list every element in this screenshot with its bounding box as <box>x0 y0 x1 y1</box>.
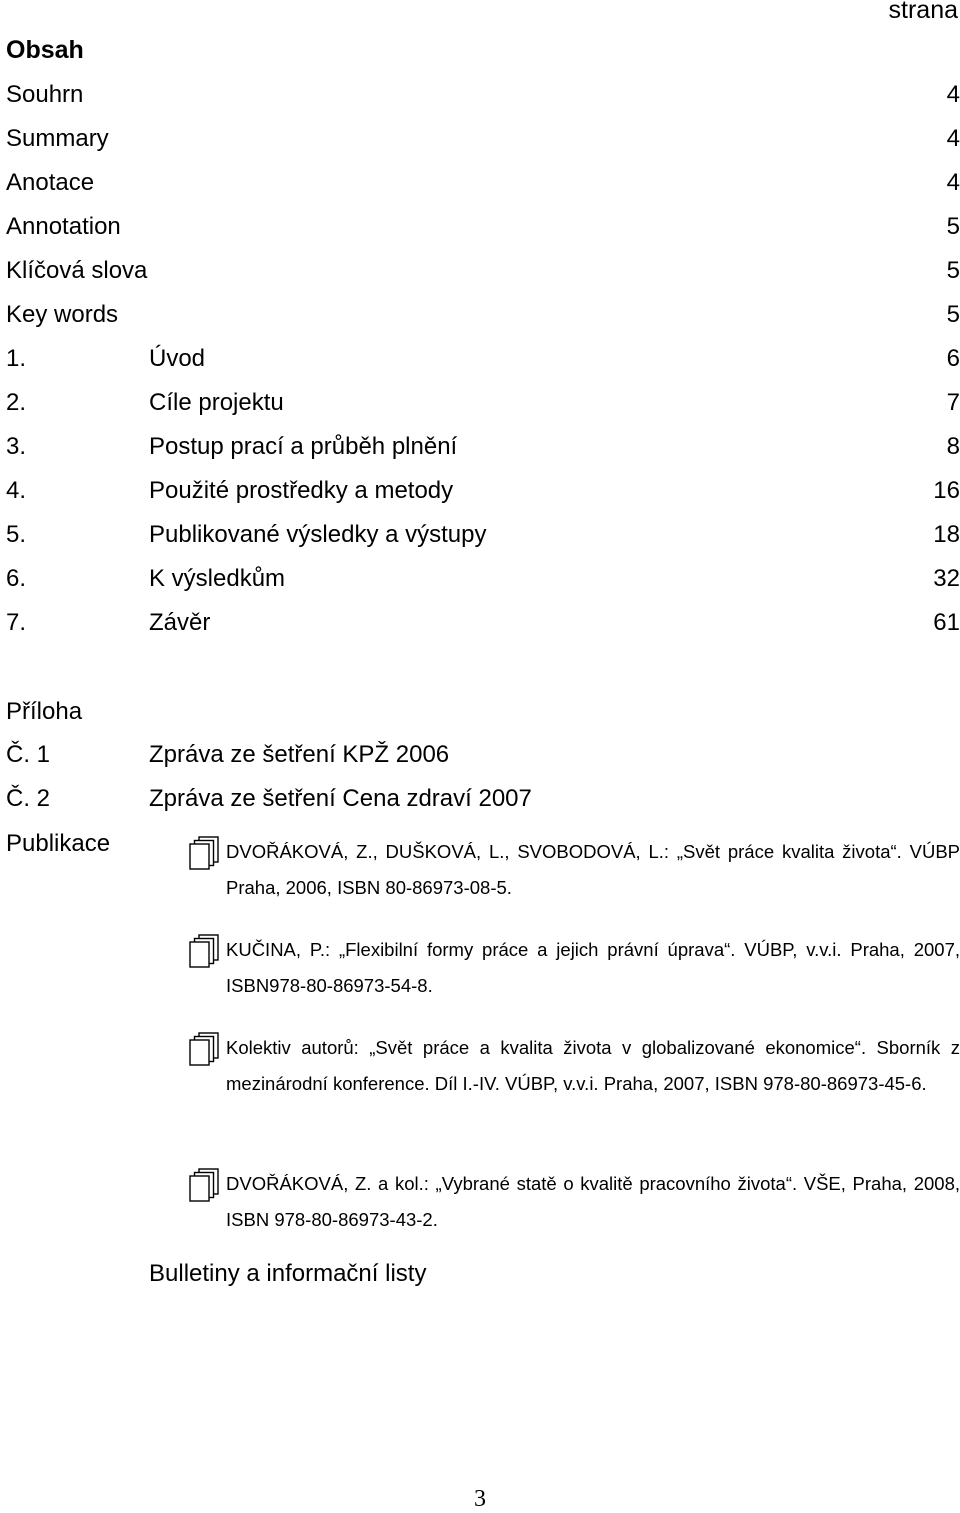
toc-entry-title: Postup prací a průběh plnění <box>149 433 458 460</box>
toc-entry-title: Key words <box>6 301 119 328</box>
toc-entry-title: Úvod <box>149 345 206 372</box>
toc-entry-title: K výsledkům <box>149 565 286 592</box>
publication-text: DVOŘÁKOVÁ, Z., DUŠKOVÁ, L., SVOBODOVÁ, L.: „Svět práce kvalita života“. VÚBP Praha, 2006, ISBN 80-86973-08-5. <box>226 841 960 898</box>
toc-entry <box>6 213 960 257</box>
toc-entry <box>6 477 960 521</box>
toc-entry-number: 5. <box>6 521 27 548</box>
toc-entry-page: 16 <box>933 477 960 504</box>
toc-entry-page: 4 <box>946 81 960 108</box>
contents-heading: Obsah <box>6 36 84 64</box>
toc-entry <box>6 565 960 609</box>
toc-entry <box>6 81 960 125</box>
toc-entry-number: 1. <box>6 345 27 372</box>
toc-entry <box>6 389 960 433</box>
document-stack-icon <box>189 836 219 870</box>
appendix-item-2-number: Č. 2 <box>6 785 51 812</box>
toc-entry-page: 5 <box>946 301 960 328</box>
publication-text: DVOŘÁKOVÁ, Z. a kol.: „Vybrané statě o kvalitě pracovního života“. VŠE, Praha, 2008, ISBN 978-80-86973-43-2. <box>226 1173 960 1230</box>
toc-entry-page: 32 <box>933 565 960 592</box>
toc-entry-title: Klíčová slova <box>6 257 148 284</box>
appendix-item-2-title: Zpráva ze šetření Cena zdraví 2007 <box>149 785 532 812</box>
toc-entry <box>6 521 960 565</box>
toc-entry-page: 5 <box>946 213 960 240</box>
toc-entry-page: 5 <box>946 257 960 284</box>
toc-entry-number: 7. <box>6 609 27 636</box>
toc-entry <box>6 169 960 213</box>
appendix-item-1-title: Zpráva ze šetření KPŽ 2006 <box>149 741 450 768</box>
publication-text: KUČINA, P.: „Flexibilní formy práce a jejich právní úprava“. VÚBP, v.v.i. Praha, 2007, ISBN978-80-86973-54-8. <box>226 939 960 996</box>
toc-entry-page: 6 <box>946 345 960 372</box>
appendix-item-1-number: Č. 1 <box>6 741 51 768</box>
publication-text: Kolektiv autorů: „Svět práce a kvalita života v globalizované ekonomice“. Sborník z mezinárodní konference. Díl I.-IV. VÚBP, v.v.i. Praha, 2007, ISBN 978-80-86973-45-6. <box>226 1037 960 1094</box>
toc-entry-page: 4 <box>946 125 960 152</box>
toc-entry-title: Závěr <box>149 609 211 636</box>
appendix-label: Příloha <box>6 698 83 725</box>
toc-entry-number: 3. <box>6 433 27 460</box>
toc-entry <box>6 433 960 477</box>
toc-entry <box>6 301 960 345</box>
toc-entry-page: 4 <box>946 169 960 196</box>
toc-entry-title: Souhrn <box>6 81 84 108</box>
toc-entry-title: Summary <box>6 125 109 152</box>
toc-entry-number: 6. <box>6 565 27 592</box>
toc-entry-page: 61 <box>933 609 960 636</box>
bulletins-label: Bulletiny a informační listy <box>149 1260 427 1287</box>
toc-entry <box>6 345 960 389</box>
toc-entry-number: 2. <box>6 389 27 416</box>
toc-entry-page: 18 <box>933 521 960 548</box>
publications-label: Publikace <box>6 830 111 857</box>
toc-entry-title: Anotace <box>6 169 95 196</box>
toc-entry-page: 8 <box>946 433 960 460</box>
page-column-label: strana <box>888 0 958 24</box>
toc-entry-title: Publikované výsledky a výstupy <box>149 521 487 548</box>
toc-entry <box>6 609 960 653</box>
document-stack-icon <box>189 1168 219 1202</box>
toc-entry-title: Použité prostředky a metody <box>149 477 454 504</box>
toc-entry-title: Cíle projektu <box>149 389 284 416</box>
toc-entry <box>6 257 960 301</box>
toc-entry-title: Annotation <box>6 213 121 240</box>
document-stack-icon <box>189 934 219 968</box>
toc-entry-number: 4. <box>6 477 27 504</box>
document-stack-icon <box>189 1032 219 1066</box>
toc-entry-page: 7 <box>946 389 960 416</box>
toc-entry <box>6 125 960 169</box>
page-number: 3 <box>474 1486 486 1512</box>
